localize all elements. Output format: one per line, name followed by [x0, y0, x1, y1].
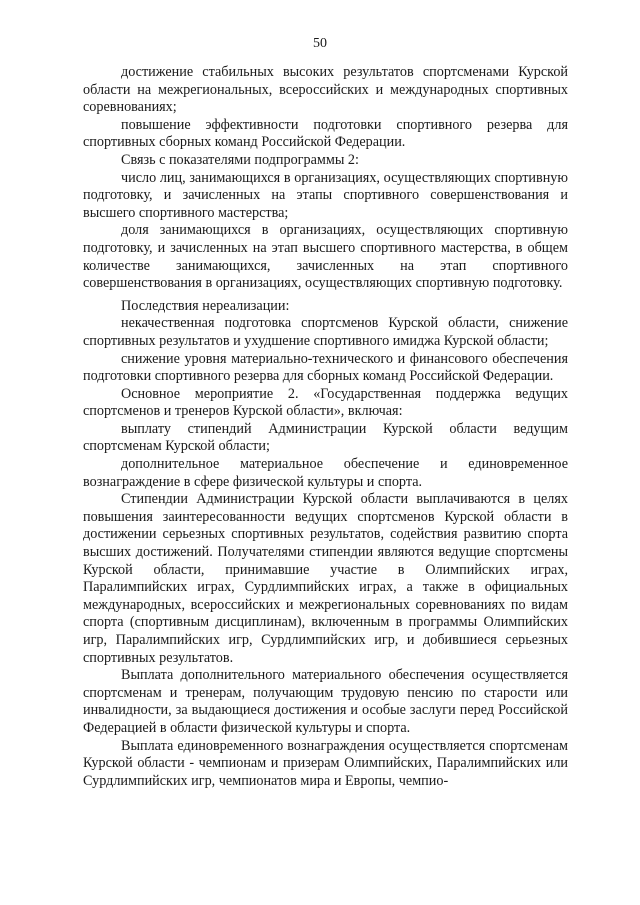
paragraph: Связь с показателями подпрограммы 2:: [121, 151, 359, 168]
paragraph: дополнительное материальное обеспечение и единовременное вознаграждение в сфере физической культуры и спорта.: [83, 456, 568, 490]
paragraph: число лиц, занимающихся в организациях, осуществляющих спортивную подготовку, и зачисленных на этапы спортивного совершенствования и высшего спортивного мастерства;: [83, 169, 568, 221]
paragraph: снижение уровня материально-технического и финансового обеспечения подготовки спортивного резерва для сборных команд Российской Федерации.: [83, 350, 568, 385]
paragraph: некачественная подготовка спортсменов Курской области, снижение спортивных результатов и ухудшение спортивного имиджа Курской области;: [83, 315, 568, 349]
paragraph: Основное мероприятие 2. «Государственная поддержка ведущих спортсменов и тренеров Курской области», включая:: [83, 385, 568, 420]
paragraph: Выплата единовременного вознаграждения осуществляется спортсменам Курской области - чемпионам и призерам Олимпийских, Паралимпийских или Сурдлимпийских игр, чемпионатов мира и Европы, чемпио-: [83, 737, 568, 789]
page-number: 50: [313, 36, 327, 51]
document-body: [83, 64, 568, 790]
paragraph: Последствия нереализации:: [121, 297, 290, 314]
paragraph: Выплата дополнительного материального обеспечения осуществляется спортсменам и тренерам, получающим трудовую пенсию по старости или инвалидности, за выдающиеся достижения и особые заслуги перед Российской Федерацией в области физической культуры и спорта.: [83, 667, 568, 736]
paragraph: выплату стипендий Администрации Курской области ведущим спортсменам Курской области;: [83, 420, 568, 455]
paragraph: доля занимающихся в организациях, осуществляющих спортивную подготовку, и зачисленных на этап высшего спортивного мастерства, в общем количестве занимающихся, зачисленных на этап спортивного совершенствования в организациях, осуществляющих спортивную подготовку.: [83, 222, 568, 292]
paragraph: достижение стабильных высоких результатов спортсменами Курской области на межрегиональных, всероссийских и международных спортивных соревнованиях;: [83, 64, 568, 116]
paragraph: повышение эффективности подготовки спортивного резерва для спортивных сборных команд Российской Федерации.: [83, 116, 568, 151]
paragraph: Стипендии Администрации Курской области выплачиваются в целях повышения заинтересованности ведущих спортсменов Курской области в достижении серьезных спортивных результатов, содействия развитию спорта высших достижений. Получателями стипендии являются ведущие спортсмены Курской области, принимавшие участие в Олимпийских играх, Паралимпийских играх, Сурдлимпийских играх, а также в официальных международных, всероссийских и межрегиональных соревнованиях по видам спорта (спортивным дисциплинам), включенным в программы Олимпийских игр, Паралимпийских игр, Сурдлимпийских игр, и добившиеся серьезных спортивных результатов.: [83, 491, 568, 666]
